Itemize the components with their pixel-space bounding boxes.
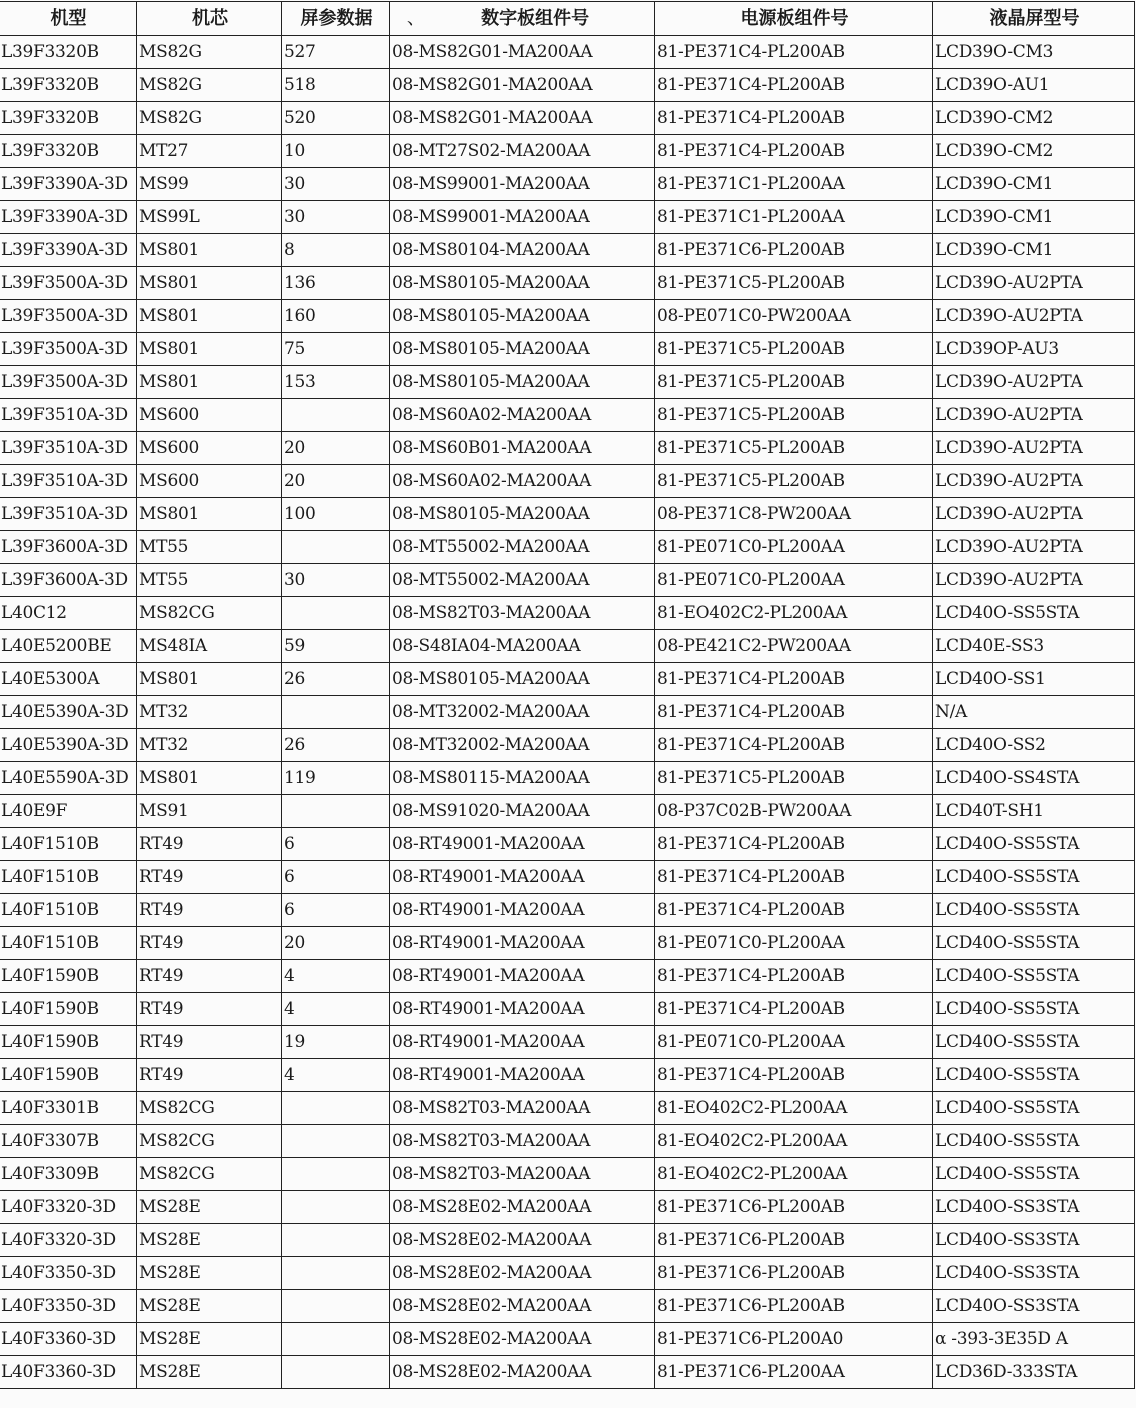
cell-model: L39F3320B [0,102,137,135]
cell-panel-param [282,597,390,630]
table-row [0,1257,1135,1290]
table-row [0,1125,1135,1158]
cell-panel-param: 75 [282,333,390,366]
cell-panel-param [282,1092,390,1125]
table-row [0,1026,1135,1059]
cell-digital-board: 08-RT49001-MA200AA [390,1059,655,1092]
cell-model: L39F3600A-3D [0,564,137,597]
cell-lcd-panel: LCD40O-SS5STA [933,861,1135,894]
cell-chassis: MS801 [137,300,282,333]
cell-digital-board: 08-RT49001-MA200AA [390,1026,655,1059]
table-row [0,69,1135,102]
cell-chassis: MS99 [137,168,282,201]
cell-power-board: 81-PE371C1-PL200AA [655,168,933,201]
cell-power-board: 81-PE071C0-PL200AA [655,564,933,597]
cell-digital-board: 08-MS28E02-MA200AA [390,1224,655,1257]
cell-digital-board: 08-MS28E02-MA200AA [390,1257,655,1290]
cell-panel-param: 6 [282,861,390,894]
cell-model: L40C12 [0,597,137,630]
cell-panel-param [282,795,390,828]
cell-digital-board: 08-MT55002-MA200AA [390,564,655,597]
cell-chassis: MS28E [137,1224,282,1257]
cell-model: L40F3309B [0,1158,137,1191]
table-row [0,1158,1135,1191]
table-row [0,927,1135,960]
cell-power-board: 08-PE371C8-PW200AA [655,498,933,531]
cell-lcd-panel: LCD39OP-AU3 [933,333,1135,366]
cell-power-board: 81-PE371C4-PL200AB [655,828,933,861]
cell-power-board: 81-PE371C4-PL200AB [655,894,933,927]
cell-model: L40F1590B [0,960,137,993]
cell-model: L39F3390A-3D [0,201,137,234]
cell-power-board: 81-PE371C4-PL200AB [655,729,933,762]
cell-digital-board: 08-MS60A02-MA200AA [390,465,655,498]
table-row [0,498,1135,531]
cell-digital-board: 08-MT32002-MA200AA [390,729,655,762]
cell-power-board: 81-PE371C5-PL200AB [655,762,933,795]
cell-power-board: 81-PE371C4-PL200AB [655,960,933,993]
cell-panel-param: 20 [282,927,390,960]
cell-chassis: MS82G [137,102,282,135]
cell-panel-param: 19 [282,1026,390,1059]
cell-digital-board: 08-S48IA04-MA200AA [390,630,655,663]
cell-chassis: RT49 [137,927,282,960]
cell-power-board: 81-PE371C5-PL200AB [655,432,933,465]
cell-lcd-panel: LCD40E-SS3 [933,630,1135,663]
cell-chassis: MT55 [137,531,282,564]
cell-digital-board: 08-RT49001-MA200AA [390,894,655,927]
cell-chassis: RT49 [137,828,282,861]
cell-digital-board: 08-MS80105-MA200AA [390,300,655,333]
cell-lcd-panel: LCD39O-CM1 [933,168,1135,201]
cell-chassis: MS82CG [137,597,282,630]
cell-panel-param: 30 [282,201,390,234]
cell-panel-param [282,1191,390,1224]
cell-power-board: 81-PE071C0-PL200AA [655,1026,933,1059]
table-row [0,531,1135,564]
cell-digital-board: 08-RT49001-MA200AA [390,828,655,861]
cell-chassis: MT55 [137,564,282,597]
cell-chassis: MS801 [137,498,282,531]
cell-power-board: 81-PE371C6-PL200AB [655,1257,933,1290]
cell-power-board: 81-PE371C5-PL200AB [655,366,933,399]
cell-panel-param: 100 [282,498,390,531]
cell-chassis: MS82G [137,36,282,69]
cell-panel-param: 30 [282,564,390,597]
cell-chassis: MS82CG [137,1158,282,1191]
cell-lcd-panel: LCD40O-SS5STA [933,927,1135,960]
table-row [0,729,1135,762]
cell-chassis: MS28E [137,1191,282,1224]
cell-panel-param: 8 [282,234,390,267]
cell-digital-board: 08-MS60A02-MA200AA [390,399,655,432]
cell-chassis: MS91 [137,795,282,828]
cell-power-board: 81-PE371C4-PL200AB [655,1059,933,1092]
cell-model: L40F3360-3D [0,1356,137,1389]
cell-panel-param: 59 [282,630,390,663]
cell-chassis: MT27 [137,135,282,168]
cell-digital-board: 08-MS28E02-MA200AA [390,1356,655,1389]
cell-panel-param: 6 [282,894,390,927]
cell-chassis: MS801 [137,234,282,267]
cell-power-board: 81-PE371C6-PL200AA [655,1356,933,1389]
table-row [0,1224,1135,1257]
cell-digital-board: 08-MS82T03-MA200AA [390,1092,655,1125]
cell-lcd-panel: α -393-3E35D A [933,1323,1135,1356]
cell-digital-board: 08-MS80104-MA200AA [390,234,655,267]
cell-power-board: 81-EO402C2-PL200AA [655,597,933,630]
cell-lcd-panel: N/A [933,696,1135,729]
cell-chassis: MS801 [137,762,282,795]
cell-model: L39F3390A-3D [0,234,137,267]
cell-power-board: 81-PE371C5-PL200AB [655,267,933,300]
col-header-digital-board-label: 数字板组件号 [481,7,590,29]
table-body [0,36,1135,1389]
cell-model: L39F3320B [0,135,137,168]
cell-digital-board: 08-MT32002-MA200AA [390,696,655,729]
cell-model: L40E9F [0,795,137,828]
cell-power-board: 08-P37C02B-PW200AA [655,795,933,828]
cell-lcd-panel: LCD39O-CM2 [933,102,1135,135]
cell-model: L40E5390A-3D [0,696,137,729]
cell-power-board: 81-EO402C2-PL200AA [655,1092,933,1125]
cell-chassis: RT49 [137,960,282,993]
cell-digital-board: 08-MS99001-MA200AA [390,168,655,201]
cell-lcd-panel: LCD40O-SS5STA [933,894,1135,927]
table-row [0,1059,1135,1092]
cell-chassis: RT49 [137,993,282,1026]
cell-model: L40F3320-3D [0,1191,137,1224]
table-row [0,597,1135,630]
table-row [0,201,1135,234]
cell-digital-board: 08-MS80115-MA200AA [390,762,655,795]
table-row [0,1290,1135,1323]
cell-lcd-panel: LCD36D-333STA [933,1356,1135,1389]
cell-power-board: 08-PE421C2-PW200AA [655,630,933,663]
cell-power-board: 81-EO402C2-PL200AA [655,1158,933,1191]
cell-chassis: MS801 [137,333,282,366]
cell-model: L40F1510B [0,927,137,960]
cell-chassis: MS28E [137,1323,282,1356]
cell-model: L39F3320B [0,69,137,102]
cell-chassis: RT49 [137,1026,282,1059]
cell-chassis: MT32 [137,729,282,762]
cell-panel-param: 20 [282,465,390,498]
table-row [0,564,1135,597]
cell-chassis: MS82CG [137,1092,282,1125]
table-row [0,267,1135,300]
cell-model: L39F3500A-3D [0,300,137,333]
table-row [0,135,1135,168]
cell-power-board: 81-PE371C4-PL200AB [655,135,933,168]
cell-power-board: 81-PE371C5-PL200AB [655,333,933,366]
cell-panel-param: 518 [282,69,390,102]
cell-power-board: 81-PE071C0-PL200AA [655,927,933,960]
table-row [0,432,1135,465]
cell-chassis: MS28E [137,1356,282,1389]
table-row [0,333,1135,366]
cell-digital-board: 08-MS99001-MA200AA [390,201,655,234]
cell-model: L40F3320-3D [0,1224,137,1257]
cell-chassis: MS801 [137,267,282,300]
cell-lcd-panel: LCD40O-SS3STA [933,1257,1135,1290]
cell-chassis: MS28E [137,1257,282,1290]
cell-panel-param: 30 [282,168,390,201]
cell-lcd-panel: LCD40O-SS5STA [933,828,1135,861]
cell-model: L39F3320B [0,36,137,69]
cell-lcd-panel: LCD39O-AU2PTA [933,399,1135,432]
cell-panel-param: 6 [282,828,390,861]
table-row [0,630,1135,663]
cell-model: L40F1590B [0,1059,137,1092]
cell-power-board: 81-PE371C4-PL200AB [655,696,933,729]
cell-power-board: 81-EO402C2-PL200AA [655,1125,933,1158]
cell-lcd-panel: LCD39O-AU2PTA [933,531,1135,564]
cell-power-board: 81-PE371C4-PL200AB [655,861,933,894]
cell-digital-board: 08-MS82T03-MA200AA [390,1125,655,1158]
cell-panel-param: 4 [282,993,390,1026]
cell-lcd-panel: LCD40O-SS1 [933,663,1135,696]
table-row [0,300,1135,333]
cell-model: L40F1510B [0,894,137,927]
cell-model: L40F1590B [0,1026,137,1059]
cell-lcd-panel: LCD39O-AU1 [933,69,1135,102]
cell-digital-board: 08-RT49001-MA200AA [390,993,655,1026]
cell-model: L40F1590B [0,993,137,1026]
cell-panel-param [282,1224,390,1257]
table-row [0,1323,1135,1356]
cell-panel-param [282,1356,390,1389]
table-row [0,465,1135,498]
cell-power-board: 81-PE071C0-PL200AA [655,531,933,564]
table-row [0,960,1135,993]
cell-model: L40F3350-3D [0,1257,137,1290]
cell-lcd-panel: LCD39O-AU2PTA [933,465,1135,498]
cell-digital-board: 08-MS60B01-MA200AA [390,432,655,465]
cell-model: L39F3510A-3D [0,432,137,465]
cell-panel-param: 4 [282,1059,390,1092]
cell-chassis: MS600 [137,465,282,498]
cell-lcd-panel: LCD40O-SS5STA [933,960,1135,993]
cell-model: L40E5390A-3D [0,729,137,762]
cell-lcd-panel: LCD40T-SH1 [933,795,1135,828]
col-header-lcd-panel: 液晶屏型号 [933,2,1135,36]
table-row [0,234,1135,267]
table-row [0,861,1135,894]
cell-lcd-panel: LCD39O-AU2PTA [933,498,1135,531]
cell-model: L40F3301B [0,1092,137,1125]
cell-digital-board: 08-MS82G01-MA200AA [390,36,655,69]
cell-digital-board: 08-MT27S02-MA200AA [390,135,655,168]
cell-digital-board: 08-RT49001-MA200AA [390,960,655,993]
cell-panel-param [282,399,390,432]
table-row [0,1092,1135,1125]
cell-lcd-panel: LCD39O-CM3 [933,36,1135,69]
cell-lcd-panel: LCD40O-SS5STA [933,1026,1135,1059]
col-header-model: 机型 [0,2,137,36]
cell-digital-board: 08-MS91020-MA200AA [390,795,655,828]
cell-panel-param: 527 [282,36,390,69]
cell-power-board: 81-PE371C4-PL200AB [655,36,933,69]
cell-panel-param [282,696,390,729]
col-header-chassis: 机芯 [137,2,282,36]
cell-model: L40F1510B [0,861,137,894]
cell-model: L40F3350-3D [0,1290,137,1323]
cell-panel-param: 160 [282,300,390,333]
cell-power-board: 81-PE371C4-PL200AB [655,69,933,102]
col-header-power-board: 电源板组件号 [655,2,933,36]
cell-digital-board: 08-RT49001-MA200AA [390,927,655,960]
cell-lcd-panel: LCD40O-SS5STA [933,1158,1135,1191]
cell-power-board: 81-PE371C6-PL200AB [655,1224,933,1257]
table-row [0,399,1135,432]
cell-power-board: 08-PE071C0-PW200AA [655,300,933,333]
cell-power-board: 81-PE371C1-PL200AA [655,201,933,234]
cell-chassis: MS48IA [137,630,282,663]
cell-lcd-panel: LCD40O-SS2 [933,729,1135,762]
cell-model: L40F3307B [0,1125,137,1158]
cell-chassis: MS801 [137,663,282,696]
cell-power-board: 81-PE371C4-PL200AB [655,663,933,696]
cell-model: L40E5200BE [0,630,137,663]
cell-panel-param [282,1158,390,1191]
table-row [0,993,1135,1026]
cell-model: L40F1510B [0,828,137,861]
table-row [0,366,1135,399]
table-row [0,1191,1135,1224]
cell-digital-board: 08-MS80105-MA200AA [390,267,655,300]
col-header-panel-param: 屏参数据 [282,2,390,36]
cell-digital-board: 08-MS80105-MA200AA [390,663,655,696]
cell-panel-param: 20 [282,432,390,465]
cell-panel-param [282,531,390,564]
cell-lcd-panel: LCD39O-AU2PTA [933,366,1135,399]
cell-model: L40E5300A [0,663,137,696]
cell-digital-board: 08-RT49001-MA200AA [390,861,655,894]
cell-lcd-panel: LCD39O-AU2PTA [933,300,1135,333]
cell-model: L39F3500A-3D [0,267,137,300]
cell-lcd-panel: LCD39O-AU2PTA [933,267,1135,300]
table-row [0,795,1135,828]
table-row [0,168,1135,201]
cell-panel-param [282,1323,390,1356]
cell-panel-param: 119 [282,762,390,795]
cell-model: L39F3390A-3D [0,168,137,201]
cell-lcd-panel: LCD40O-SS3STA [933,1290,1135,1323]
cell-panel-param: 136 [282,267,390,300]
table-row [0,663,1135,696]
cell-power-board: 81-PE371C5-PL200AB [655,399,933,432]
parts-table [0,1,1135,1389]
cell-panel-param [282,1290,390,1323]
cell-power-board: 81-PE371C6-PL200AB [655,1191,933,1224]
cell-chassis: RT49 [137,1059,282,1092]
cell-model: L39F3600A-3D [0,531,137,564]
cell-lcd-panel: LCD40O-SS3STA [933,1191,1135,1224]
cell-power-board: 81-PE371C6-PL200A0 [655,1323,933,1356]
cell-panel-param: 26 [282,663,390,696]
cell-digital-board: 08-MT55002-MA200AA [390,531,655,564]
cell-model: L39F3510A-3D [0,465,137,498]
cell-chassis: MS99L [137,201,282,234]
cell-lcd-panel: LCD39O-CM1 [933,234,1135,267]
cell-digital-board: 08-MS28E02-MA200AA [390,1191,655,1224]
cell-panel-param [282,1125,390,1158]
cell-panel-param: 153 [282,366,390,399]
header-mark: 、 [406,7,425,29]
cell-digital-board: 08-MS28E02-MA200AA [390,1290,655,1323]
cell-lcd-panel: LCD39O-CM1 [933,201,1135,234]
cell-lcd-panel: LCD40O-SS5STA [933,1125,1135,1158]
cell-chassis: MS82CG [137,1125,282,1158]
cell-panel-param: 10 [282,135,390,168]
cell-power-board: 81-PE371C4-PL200AB [655,102,933,135]
cell-chassis: MS82G [137,69,282,102]
table-row [0,894,1135,927]
cell-lcd-panel: LCD40O-SS4STA [933,762,1135,795]
cell-lcd-panel: LCD40O-SS3STA [933,1224,1135,1257]
cell-chassis: RT49 [137,894,282,927]
cell-model: L39F3500A-3D [0,333,137,366]
cell-panel-param: 520 [282,102,390,135]
cell-panel-param: 4 [282,960,390,993]
cell-panel-param: 26 [282,729,390,762]
cell-model: L40E5590A-3D [0,762,137,795]
cell-model: L39F3510A-3D [0,498,137,531]
cell-digital-board: 08-MS82T03-MA200AA [390,1158,655,1191]
cell-power-board: 81-PE371C4-PL200AB [655,993,933,1026]
header-row [0,2,1135,36]
cell-chassis: MS600 [137,399,282,432]
cell-power-board: 81-PE371C5-PL200AB [655,465,933,498]
col-header-digital-board [390,2,655,36]
table-row [0,828,1135,861]
cell-model: L39F3500A-3D [0,366,137,399]
cell-lcd-panel: LCD39O-AU2PTA [933,432,1135,465]
cell-digital-board: 08-MS82G01-MA200AA [390,69,655,102]
cell-chassis: MT32 [137,696,282,729]
cell-lcd-panel: LCD40O-SS5STA [933,1059,1135,1092]
cell-power-board: 81-PE371C6-PL200AB [655,1290,933,1323]
cell-digital-board: 08-MS80105-MA200AA [390,366,655,399]
cell-panel-param [282,1257,390,1290]
cell-digital-board: 08-MS80105-MA200AA [390,498,655,531]
cell-chassis: MS801 [137,366,282,399]
table-row [0,1356,1135,1389]
cell-power-board: 81-PE371C6-PL200AB [655,234,933,267]
cell-digital-board: 08-MS82G01-MA200AA [390,102,655,135]
cell-lcd-panel: LCD39O-AU2PTA [933,564,1135,597]
cell-digital-board: 08-MS80105-MA200AA [390,333,655,366]
table-row [0,36,1135,69]
cell-lcd-panel: LCD40O-SS5STA [933,1092,1135,1125]
cell-chassis: MS28E [137,1290,282,1323]
cell-lcd-panel: LCD39O-CM2 [933,135,1135,168]
cell-chassis: RT49 [137,861,282,894]
cell-model: L40F3360-3D [0,1323,137,1356]
table-row [0,696,1135,729]
cell-digital-board: 08-MS28E02-MA200AA [390,1323,655,1356]
cell-chassis: MS600 [137,432,282,465]
cell-lcd-panel: LCD40O-SS5STA [933,597,1135,630]
cell-digital-board: 08-MS82T03-MA200AA [390,597,655,630]
cell-model: L39F3510A-3D [0,399,137,432]
table-row [0,762,1135,795]
cell-lcd-panel: LCD40O-SS5STA [933,993,1135,1026]
table-row [0,102,1135,135]
